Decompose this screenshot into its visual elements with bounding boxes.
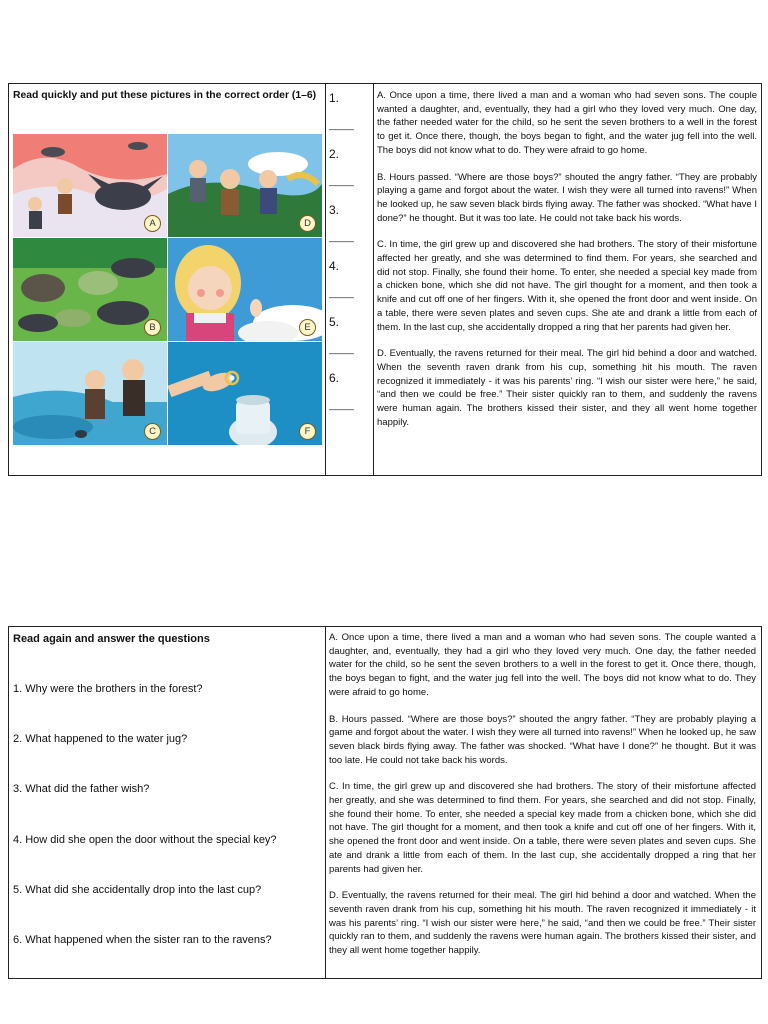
question-4: 4. How did she open the door without the special key?: [13, 834, 277, 846]
question-3: 3. What did the father wish?: [13, 783, 150, 795]
story-paragraph-c: C. In time, the girl grew up and discovered she had brothers. The story of their misfortune affected her greatly, and she was determined to find them. For years, she searched and did not stop. Finally, she found their home. To enter, she needed a special key made from a chicken bone, which she did not have. The girl thought for a moment, and then took a knife and cut off one of her fingers. With it, she opened the front door and went inside. On a table, there were seven plates and seven cups. She ate and drank a little from each of them. In the last cup, she accidentally dropped a ring that her parents had given her.: [377, 239, 757, 333]
answer-blank[interactable]: _____: [329, 400, 355, 410]
question-5: 5. What did she accidentally drop into the last cup?: [13, 884, 262, 896]
answer-number: 5.: [329, 315, 340, 329]
column-divider: [373, 84, 374, 475]
picture-letter-badge: D: [299, 215, 316, 232]
answer-blank[interactable]: _____: [329, 344, 355, 354]
story-paragraph-d: D. Eventually, the ravens returned for their meal. The girl hid behind a door and watched. When the seventh raven drank from his cup, something hit his mouth. The raven recognized it immediately - it was his parents’ ring. “I wish our sister were here,” he said, “and then we could be free.” Their sister quickly ran to them, and suddenly the ravens were human again. The brothers kissed their sister, and they all went home together happily.: [377, 348, 757, 428]
picture-grid: [13, 134, 323, 446]
picture-e: [168, 238, 322, 341]
answer-number: 3.: [329, 203, 340, 217]
ordering-instruction: Read quickly and put these pictures in the correct order (1–6): [13, 90, 317, 101]
column-divider: [325, 627, 326, 978]
answer-number: 6.: [329, 371, 340, 385]
picture-b: [13, 238, 167, 341]
questions-heading: Read again and answer the questions: [13, 633, 210, 645]
story-paragraph-a: A. Once upon a time, there lived a man and a woman who had seven sons. The couple wanted a daughter, and, eventually, they had a girl who they loved very much. One day, the father needed water for the child, so he sent the seven brothers to a well in the forest to get it. Once there, though, the boys began to fight, and the water jug fell into the well. The boys did not know what to do. They were afraid to go home.: [329, 632, 756, 698]
picture-letter-badge: E: [299, 319, 316, 336]
questions-task-table: [8, 626, 762, 979]
answer-number-column: [325, 84, 373, 475]
picture-c: [13, 342, 167, 445]
picture-letter-badge: F: [299, 423, 316, 440]
picture-a: [13, 134, 167, 237]
story-paragraph-d: D. Eventually, the ravens returned for their meal. The girl hid behind a door and watched. When the seventh raven drank from his cup, something hit his mouth. The raven recognized it immediately - it was his parents’ ring. “I wish our sister were here,” he said, “and then we could be free.” Their sister quickly ran to them, and suddenly the ravens were human again. The brothers kissed their sister, and they all went home together happily.: [329, 890, 756, 957]
question-1: 1. Why were the brothers in the forest?: [13, 683, 203, 695]
answer-blank[interactable]: _____: [329, 232, 355, 242]
story-text: [377, 89, 757, 429]
answer-number: 4.: [329, 259, 340, 273]
picture-f: [168, 342, 322, 445]
picture-d: [168, 134, 322, 237]
picture-letter-badge: B: [144, 319, 161, 336]
answer-number: 1.: [329, 91, 340, 105]
story-paragraph-b: B. Hours passed. “Where are those boys?” shouted the angry father. “They are probably playing a game and forgot about the water. I wish they were all turned into ravens!” When he looked up, he saw seven black birds flying away. The father was shocked. “What have I done?” he thought. But it was too late. He could not take back his words.: [329, 713, 756, 766]
picture-letter-badge: C: [144, 423, 161, 440]
story-text: [329, 631, 756, 958]
ordering-task-table: [8, 83, 762, 476]
picture-letter-badge: A: [144, 215, 161, 232]
question-2: 2. What happened to the water jug?: [13, 733, 188, 745]
story-paragraph-b: B. Hours passed. “Where are those boys?” shouted the angry father. “They are probably playing a game and forgot about the water. I wish they were all turned into ravens!” When he looked up, he saw seven black birds flying away. The father was shocked. “What have I done?” he thought. But it was too late. He could not take back his words.: [377, 171, 757, 224]
story-paragraph-c: C. In time, the girl grew up and discovered she had brothers. The story of their misfortune affected her greatly, and she was determined to find them. For years, she searched and did not stop. Finally, she found their home. To enter, she needed a special key made from a chicken bone, which she did not have. The girl thought for a moment, and then took a knife and cut off one of her fingers. With it, she opened the front door and went inside. On a table, there were seven plates and seven cups. She ate and drank a little from each of them. In the last cup, she accidentally dropped a ring that her parents had given her.: [329, 781, 756, 875]
answer-blank[interactable]: _____: [329, 120, 355, 130]
answer-blank[interactable]: _____: [329, 288, 355, 298]
story-paragraph-a: A. Once upon a time, there lived a man and a woman who had seven sons. The couple wanted a daughter, and, eventually, they had a girl who they loved very much. One day, the father needed water for the child, so he sent the seven brothers to a well in the forest to get it. Once there, though, the boys began to fight, and the water jug fell into the well. The boys did not know what to do. They were afraid to go home.: [377, 90, 757, 156]
answer-blank[interactable]: _____: [329, 176, 355, 186]
question-6: 6. What happened when the sister ran to the ravens?: [13, 934, 272, 946]
answer-number: 2.: [329, 147, 340, 161]
